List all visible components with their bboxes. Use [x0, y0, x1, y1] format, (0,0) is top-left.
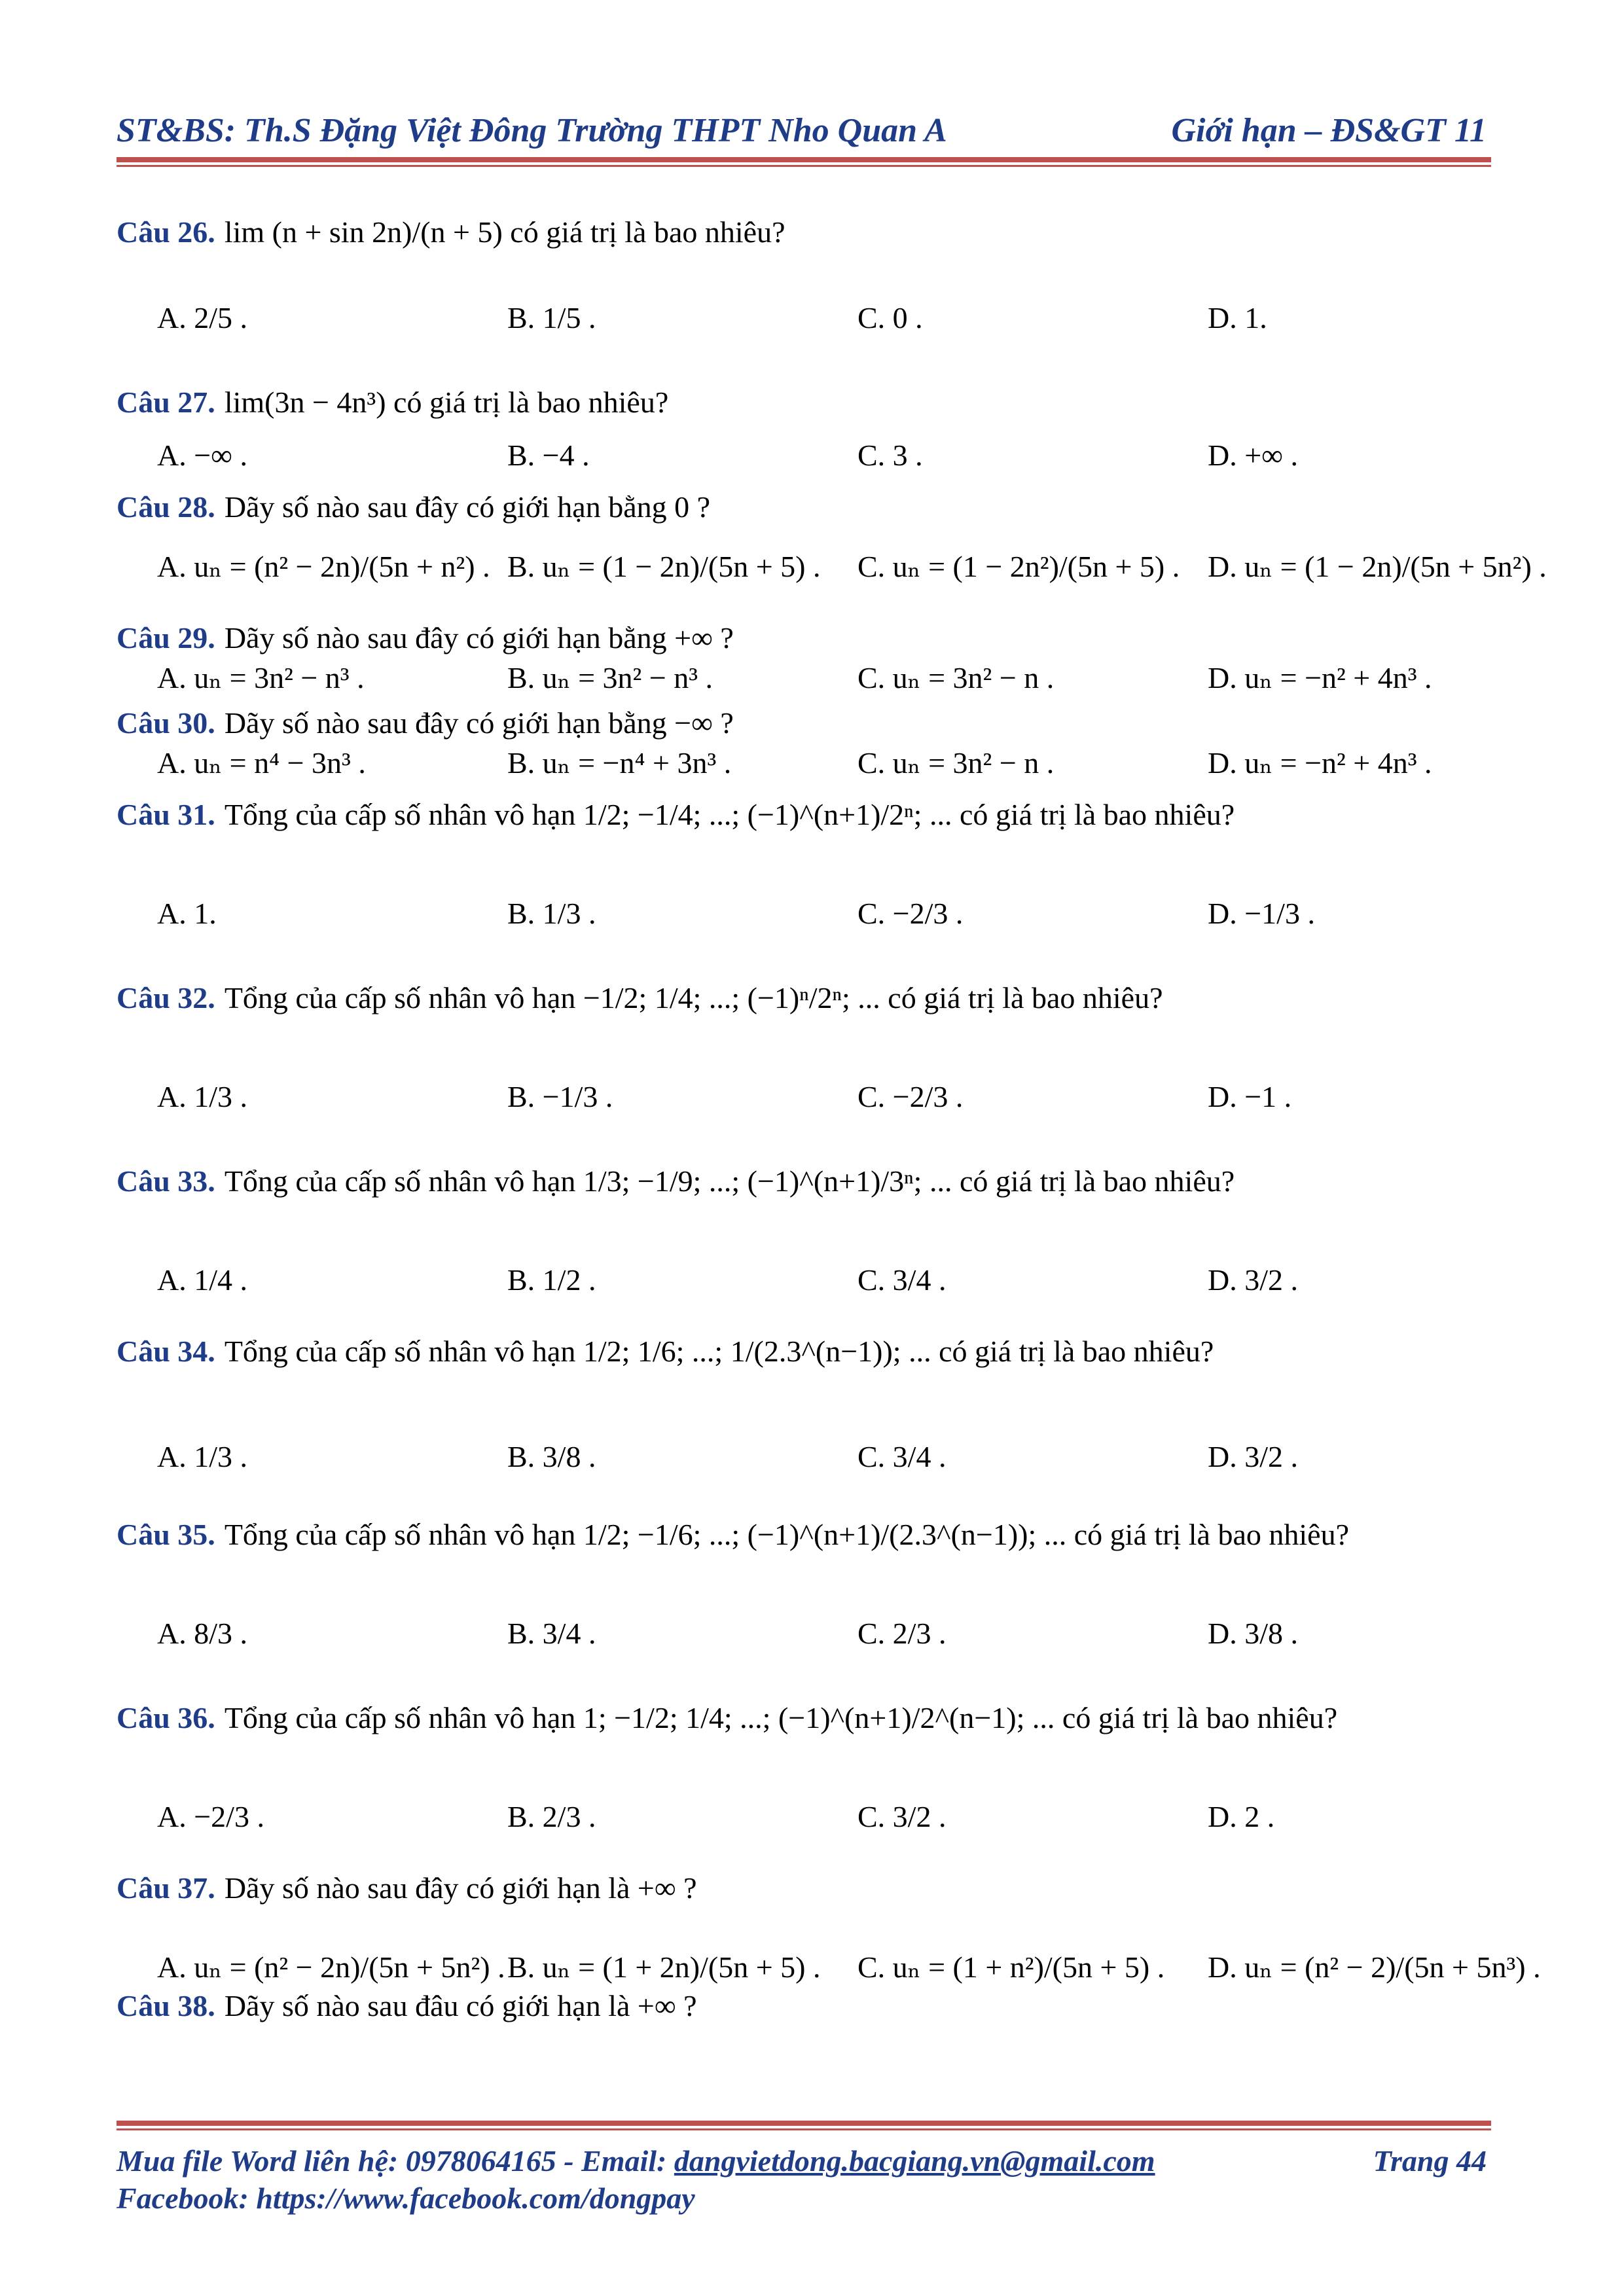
- header-rule-thin: [117, 165, 1491, 167]
- answer-option-c[interactable]: C. uₙ = 3n² − n .: [857, 661, 1055, 694]
- question-label: Câu 36.: [117, 1701, 215, 1734]
- answer-option-c[interactable]: C. 2/3 .: [857, 1616, 947, 1650]
- question-text: [117, 196, 1498, 268]
- answer-option-b[interactable]: B. 1/2 .: [507, 1263, 596, 1297]
- answer-option-a[interactable]: A. 1/3 .: [157, 1439, 247, 1473]
- answer-option-c[interactable]: C. uₙ = (1 − 2n²)/(5n + 5) .: [857, 550, 1180, 583]
- question-37: [117, 1852, 1498, 1924]
- header-rule: [117, 157, 1491, 162]
- footer-contact-text: Mua file Word liên hệ: 0978064165 - Email:: [117, 2144, 674, 2178]
- answer-option-d[interactable]: D. 3/2 .: [1208, 1263, 1298, 1297]
- answer-option-d[interactable]: D. −1 .: [1208, 1079, 1292, 1113]
- question-label: Câu 29.: [117, 621, 215, 655]
- answer-option-d[interactable]: D. 1.: [1208, 300, 1267, 334]
- question-text: [117, 1852, 1498, 1924]
- answer-option-a[interactable]: A. 1.: [157, 896, 217, 930]
- answer-option-a[interactable]: A. uₙ = n⁴ − 3n³ .: [157, 746, 366, 780]
- footer-facebook: Facebook: https://www.facebook.com/dongpay: [117, 2181, 695, 2215]
- answer-option-d[interactable]: D. uₙ = −n² + 4n³ .: [1208, 746, 1432, 780]
- question-body: Tổng của cấp số nhân vô hạn 1/2; −1/6; ...; (−1)^(n+1)/(2.3^(n−1)); ... có giá trị là bao nhiêu?: [224, 1518, 1349, 1551]
- answer-option-b[interactable]: B. −1/3 .: [507, 1079, 613, 1113]
- answer-option-a[interactable]: A. 1/4 .: [157, 1263, 247, 1297]
- answer-option-b[interactable]: B. 2/3 .: [507, 1799, 596, 1833]
- question-body: Dãy số nào sau đây có giới hạn bằng 0 ?: [224, 490, 711, 524]
- answer-options: [117, 864, 1498, 962]
- question-body: lim (n + sin 2n)/(n + 5) có giá trị là bao nhiêu?: [224, 215, 785, 249]
- answer-option-a[interactable]: A. 8/3 .: [157, 1616, 247, 1650]
- question-label: Câu 38.: [117, 1989, 215, 2022]
- question-body: Dãy số nào sau đây có giới hạn bằng −∞ ?: [224, 706, 734, 740]
- answer-option-a[interactable]: A. −∞ .: [157, 438, 247, 472]
- answer-options: [117, 1584, 1498, 1682]
- footer-contact: [117, 2144, 1155, 2178]
- answer-option-c[interactable]: C. 3/4 .: [857, 1439, 947, 1473]
- question-33: [117, 1145, 1498, 1217]
- answer-option-a[interactable]: A. uₙ = 3n² − n³ .: [157, 661, 365, 694]
- answer-option-c[interactable]: C. −2/3 .: [857, 1079, 964, 1113]
- answer-options: [117, 517, 1547, 615]
- answer-option-c[interactable]: C. 3/2 .: [857, 1799, 947, 1833]
- question-body: Dãy số nào sau đâu có giới hạn là +∞ ?: [224, 1989, 697, 2022]
- answer-option-d[interactable]: D. +∞ .: [1208, 438, 1298, 472]
- answer-option-c[interactable]: C. uₙ = (1 + n²)/(5n + 5) .: [857, 1950, 1165, 1984]
- header-right: Giới hạn – ĐS&GT 11: [1171, 112, 1487, 149]
- answer-option-b[interactable]: B. uₙ = −n⁴ + 3n³ .: [507, 746, 732, 780]
- question-text: [117, 1682, 1498, 1754]
- question-text: [117, 962, 1498, 1034]
- answer-option-b[interactable]: B. 3/4 .: [507, 1616, 596, 1650]
- question-text: [117, 1970, 1498, 2042]
- footer-email-link[interactable]: dangvietdong.bacgiang.vn@gmail.com: [674, 2144, 1155, 2178]
- answer-option-b[interactable]: B. uₙ = (1 + 2n)/(5n + 5) .: [507, 1950, 821, 1984]
- question-38: [117, 1970, 1498, 2042]
- answer-option-c[interactable]: C. −2/3 .: [857, 896, 964, 930]
- answer-options: [117, 1047, 1498, 1145]
- answer-option-a[interactable]: A. −2/3 .: [157, 1799, 264, 1833]
- question-body: lim(3n − 4n³) có giá trị là bao nhiêu?: [224, 386, 669, 419]
- answer-option-a[interactable]: A. uₙ = (n² − 2n)/(5n + n²) .: [157, 550, 490, 583]
- footer-rule-thin: [117, 2128, 1491, 2130]
- question-32: [117, 962, 1498, 1034]
- question-body: Tổng của cấp số nhân vô hạn 1; −1/2; 1/4; ...; (−1)^(n+1)/2^(n−1); ... có giá trị là bao nhiêu?: [224, 1701, 1338, 1734]
- question-34: [117, 1316, 1498, 1388]
- answer-option-d[interactable]: D. 3/8 .: [1208, 1616, 1298, 1650]
- question-body: Tổng của cấp số nhân vô hạn 1/3; −1/9; ...; (−1)^(n+1)/3ⁿ; ... có giá trị là bao nhiêu?: [224, 1164, 1235, 1198]
- answer-option-c[interactable]: C. 0 .: [857, 300, 923, 334]
- answer-option-b[interactable]: B. uₙ = 3n² − n³ .: [507, 661, 713, 694]
- question-text: [117, 1499, 1498, 1571]
- question-body: Dãy số nào sau đây có giới hạn là +∞ ?: [224, 1871, 697, 1905]
- question-31: [117, 779, 1498, 851]
- question-26: [117, 196, 1498, 268]
- answer-option-c[interactable]: C. uₙ = 3n² − n .: [857, 746, 1055, 780]
- header-left: ST&BS: Th.S Đặng Việt Đông Trường THPT Nho Quan A: [117, 112, 947, 149]
- question-label: Câu 37.: [117, 1871, 215, 1905]
- answer-option-a[interactable]: A. uₙ = (n² − 2n)/(5n + 5n²) .: [157, 1950, 505, 1984]
- answer-options: [117, 1407, 1498, 1505]
- question-36: [117, 1682, 1498, 1754]
- question-body: Tổng của cấp số nhân vô hạn −1/2; 1/4; ...; (−1)ⁿ/2ⁿ; ... có giá trị là bao nhiêu?: [224, 981, 1163, 1014]
- answer-option-a[interactable]: A. 1/3 .: [157, 1079, 247, 1113]
- question-label: Câu 28.: [117, 490, 215, 524]
- answer-option-d[interactable]: D. 3/2 .: [1208, 1439, 1298, 1473]
- answer-option-d[interactable]: D. uₙ = (n² − 2)/(5n + 5n³) .: [1208, 1950, 1541, 1984]
- answer-option-b[interactable]: B. 1/3 .: [507, 896, 596, 930]
- question-text: [117, 779, 1498, 851]
- answer-options: [117, 1230, 1498, 1329]
- question-body: Dãy số nào sau đây có giới hạn bằng +∞ ?: [224, 621, 734, 655]
- question-text: [117, 1145, 1498, 1217]
- answer-option-b[interactable]: B. 3/8 .: [507, 1439, 596, 1473]
- question-body: Tổng của cấp số nhân vô hạn 1/2; −1/4; ...; (−1)^(n+1)/2ⁿ; ... có giá trị là bao nhiêu?: [224, 798, 1235, 831]
- answer-options: [117, 1767, 1498, 1865]
- question-label: Câu 33.: [117, 1164, 215, 1198]
- answer-option-d[interactable]: D. −1/3 .: [1208, 896, 1315, 930]
- answer-option-d[interactable]: D. uₙ = −n² + 4n³ .: [1208, 661, 1432, 694]
- answer-option-d[interactable]: D. 2 .: [1208, 1799, 1275, 1833]
- answer-option-b[interactable]: B. uₙ = (1 − 2n)/(5n + 5) .: [507, 550, 821, 583]
- question-body: Tổng của cấp số nhân vô hạn 1/2; 1/6; ...; 1/(2.3^(n−1)); ... có giá trị là bao nhiêu?: [224, 1335, 1214, 1368]
- question-label: Câu 26.: [117, 215, 215, 249]
- question-35: [117, 1499, 1498, 1571]
- question-label: Câu 35.: [117, 1518, 215, 1551]
- answer-options: [117, 268, 1498, 367]
- answer-option-c[interactable]: C. 3 .: [857, 438, 923, 472]
- answer-option-b[interactable]: B. 1/5 .: [507, 300, 596, 334]
- question-text: [117, 1316, 1498, 1388]
- question-label: Câu 34.: [117, 1335, 215, 1368]
- question-label: Câu 30.: [117, 706, 215, 740]
- footer-rule: [117, 2121, 1491, 2126]
- question-label: Câu 27.: [117, 386, 215, 419]
- answer-option-c[interactable]: C. 3/4 .: [857, 1263, 947, 1297]
- question-label: Câu 31.: [117, 798, 215, 831]
- question-label: Câu 32.: [117, 981, 215, 1014]
- answer-option-d[interactable]: D. uₙ = (1 − 2n)/(5n + 5n²) .: [1208, 550, 1547, 583]
- answer-option-b[interactable]: B. −4 .: [507, 438, 590, 472]
- page-number: Trang 44: [1373, 2144, 1487, 2178]
- answer-option-a[interactable]: A. 2/5 .: [157, 300, 247, 334]
